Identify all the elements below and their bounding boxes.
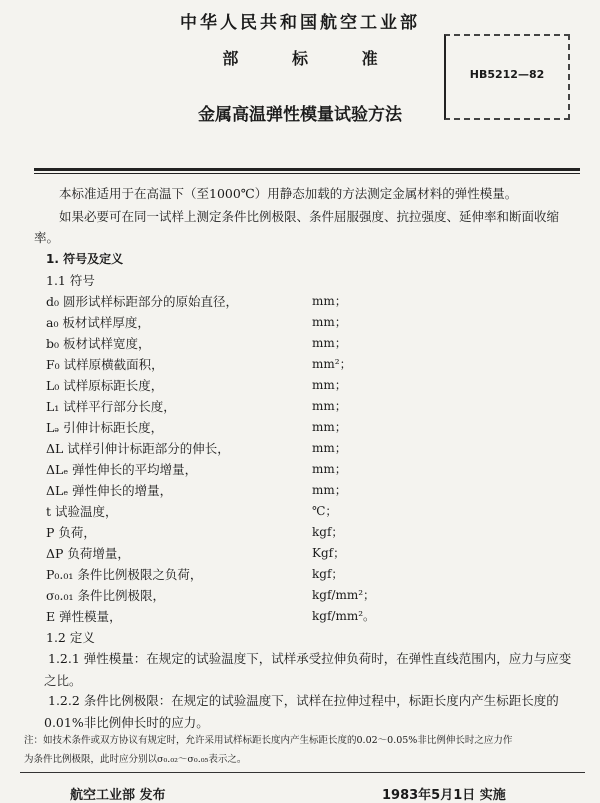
symbol-line: ΔLₑ 弹性伸长的增量， — [46, 483, 173, 498]
issuer: 航空工业部 发布 — [70, 788, 166, 803]
note-line-2: 为条件比例极限，此时应分别以σ₀.₀₂～σ₀.₀₅表示之。 — [24, 754, 247, 765]
symbol-unit: mm； — [312, 315, 347, 329]
header-rule-thin — [34, 173, 580, 174]
symbol-line: L₁ 试样平行部分长度， — [46, 399, 176, 414]
symbol-line: ΔLₑ 弹性伸长的平均增量， — [46, 462, 198, 477]
standard-code: HB5212—82 — [469, 68, 545, 81]
note-line-1: 注：如技术条件或双方协议有规定时，允许采用试样标距长度内产生标距长度的0.02～0.05%非比例伸长时之应力作 — [24, 735, 513, 746]
symbol-line: L₀ 试样原标距长度， — [46, 378, 164, 393]
symbol-unit: mm； — [312, 441, 347, 455]
symbol-unit: mm； — [312, 462, 347, 476]
subsection-heading: 1.2 定义 — [46, 630, 95, 645]
symbol-unit: mm； — [312, 336, 347, 350]
footer-rule — [20, 772, 585, 773]
symbol-unit: mm； — [312, 294, 347, 308]
definition-1: 1.2.1 弹性模量：在规定的试验温度下，试样承受拉伸负荷时，在弹性直线范围内，应力与应变之比。 — [44, 651, 572, 688]
symbol-line: ΔP 负荷增量， — [46, 546, 130, 561]
symbol-line: t 试验温度， — [46, 504, 118, 519]
effective-date: 1983年5月1日 实施 — [382, 788, 506, 803]
symbol-line: P₀.₀₁ 条件比例极限之负荷， — [46, 567, 203, 582]
symbol-unit: mm； — [312, 483, 347, 497]
symbol-line: Lₔ 引伸计标距长度， — [46, 420, 164, 435]
intro-paragraph-2: 如果必要可在同一试样上测定条件比例极限、条件屈服强度、抗拉强度、延伸率和断面收缩率。 — [34, 209, 560, 245]
symbol-line: σ₀.₀₁ 条件比例极限， — [46, 588, 166, 603]
symbol-unit: kgf/mm²。 — [312, 609, 376, 623]
standard-type-char: 部 — [222, 49, 239, 68]
header-rule — [34, 168, 580, 171]
ministry-name: 中华人民共和国航空工业部 — [180, 13, 420, 33]
symbol-unit: mm； — [312, 399, 347, 413]
standard-type-char: 标 — [291, 49, 308, 68]
symbol-line: a₀ 板材试样厚度， — [46, 315, 150, 330]
symbol-unit: Kgf； — [312, 546, 346, 560]
symbol-unit: kgf； — [312, 567, 344, 581]
symbol-line: F₀ 试样原横截面积， — [46, 357, 164, 372]
section-heading: 1. 符号及定义 — [46, 252, 124, 266]
symbol-line: P 负荷， — [46, 525, 96, 540]
subsection-heading: 1.1 符号 — [46, 273, 95, 288]
symbol-line: ΔL 试样引伸计标距部分的伸长， — [46, 441, 230, 456]
symbol-unit: mm； — [312, 378, 347, 392]
symbol-unit: mm²； — [312, 357, 352, 371]
symbol-line: b₀ 板材试样宽度， — [46, 336, 151, 351]
symbol-line: E 弹性模量， — [46, 609, 122, 624]
symbol-unit: kgf/mm²； — [312, 588, 376, 602]
symbol-unit: ℃； — [312, 504, 338, 518]
document-title: 金属高温弹性模量试验方法 — [198, 105, 402, 125]
intro-paragraph-1: 本标准适用于在高温下（至1000℃）用静态加载的方法测定金属材料的弹性模量。 — [59, 186, 518, 201]
symbol-unit: kgf； — [312, 525, 344, 539]
definition-2: 1.2.2 条件比例极限：在规定的试验温度下，试样在拉伸过程中，标距长度内产生标距长度的0.01%非比例伸长时的应力。 — [44, 693, 559, 730]
standard-type-char: 准 — [361, 49, 378, 68]
symbol-line: d₀ 圆形试样标距部分的原始直径， — [46, 294, 238, 309]
symbol-unit: mm； — [312, 420, 347, 434]
